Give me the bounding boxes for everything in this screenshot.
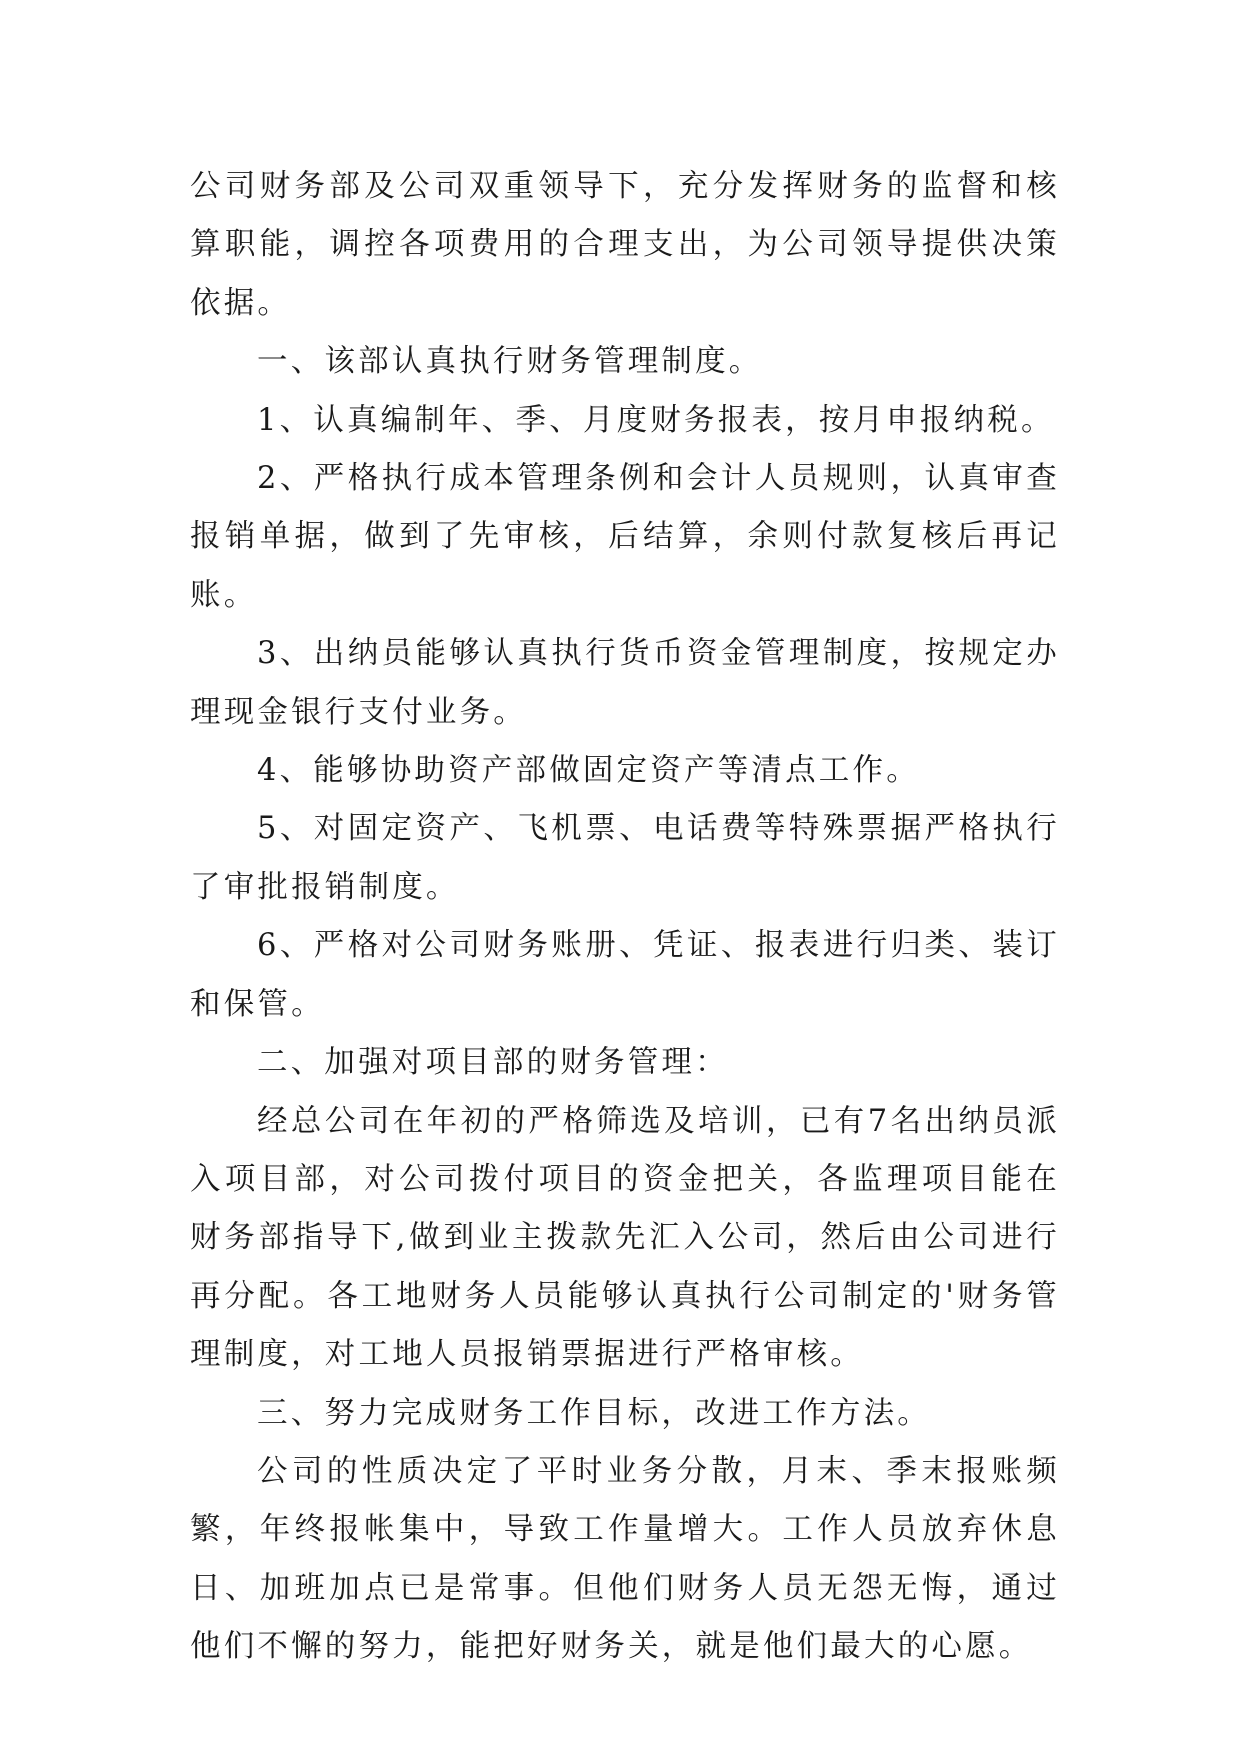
list-item-6: 6、严格对公司财务账册、凭证、报表进行归类、装订和保管。 (190, 928, 1060, 1022)
section-heading-1: 一、该部认真执行财务管理制度。 (257, 344, 763, 380)
list-item-4: 4、能够协助资产部做固定资产等清点工作。 (257, 753, 920, 789)
list-item-2: 2、严格执行成本管理条例和会计人员规则，认真审查报销单据，做到了先审核，后结算，余则付款复核后再记账。 (190, 461, 1060, 613)
document-body (190, 158, 1060, 1677)
list-item-3: 3、出纳员能够认真执行货币资金管理制度，按规定办理现金银行支付业务。 (190, 636, 1060, 730)
paragraph-workload: 公司的性质决定了平时业务分散，月末、季末报账频繁，年终报帐集中，导致工作量增大。工作人员放弃休息日、加班加点已是常事。但他们财务人员无怨无悔，通过他们不懈的努力，能把好财务关，就是他们最大的心愿。 (190, 1453, 1060, 1665)
section-heading-2: 二、加强对项目部的财务管理： (257, 1045, 729, 1081)
list-item-1: 1、认真编制年、季、月度财务报表，按月申报纳税。 (257, 402, 1055, 438)
section-heading-3: 三、努力完成财务工作目标，改进工作方法。 (257, 1395, 931, 1431)
paragraph-project-finance: 经总公司在年初的严格筛选及培训，已有7名出纳员派入项目部，对公司拨付项目的资金把关，各监理项目能在财务部指导下,做到业主拨款先汇入公司，然后由公司进行再分配。各工地财务人员能够认真执行公司制定的'财务管理制度，对工地人员报销票据进行严格审核。 (190, 1103, 1060, 1373)
paragraph-intro: 公司财务部及公司双重领导下，充分发挥财务的监督和核算职能，调控各项费用的合理支出，为公司领导提供决策依据。 (190, 169, 1060, 321)
list-item-5: 5、对固定资产、飞机票、电话费等特殊票据严格执行了审批报销制度。 (190, 811, 1060, 905)
